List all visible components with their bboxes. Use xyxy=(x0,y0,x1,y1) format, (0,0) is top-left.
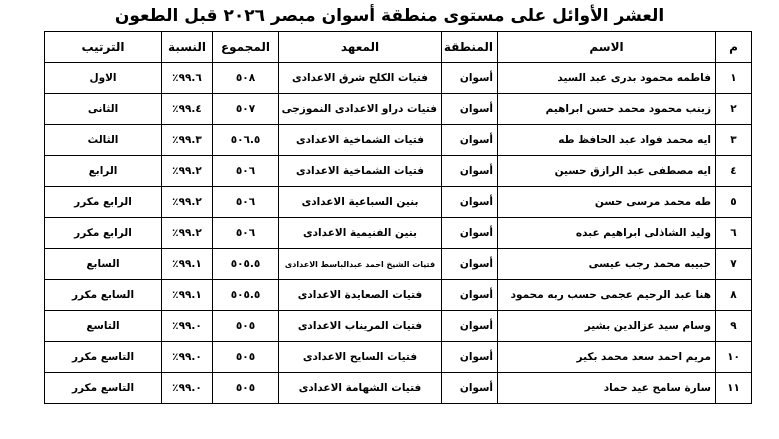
cell-total: ٥٠٥ xyxy=(213,311,279,342)
cell-percent: ٩٩.٦٪ xyxy=(162,63,213,94)
cell-institute: فتيات الصعايدة الاعدادى xyxy=(279,280,442,311)
cell-total: ٥٠٦ xyxy=(213,156,279,187)
cell-num: ٩ xyxy=(716,311,752,342)
cell-percent: ٩٩.٤٪ xyxy=(162,94,213,125)
cell-region: أسوان xyxy=(442,280,498,311)
cell-total: ٥٠٥ xyxy=(213,342,279,373)
results-table xyxy=(44,31,752,404)
cell-percent: ٩٩.٢٪ xyxy=(162,218,213,249)
cell-num: ٦ xyxy=(716,218,752,249)
cell-percent: ٩٩.٠٪ xyxy=(162,311,213,342)
cell-region: أسوان xyxy=(442,94,498,125)
table-row xyxy=(45,249,752,280)
cell-total: ٥٠٥.٥ xyxy=(213,249,279,280)
cell-region: أسوان xyxy=(442,218,498,249)
cell-name: وسام سيد عزالدين بشير xyxy=(498,311,716,342)
cell-num: ٨ xyxy=(716,280,752,311)
cell-name: هنا عبد الرحيم عجمى حسب ربه محمود xyxy=(498,280,716,311)
cell-rank: السابع xyxy=(45,249,162,280)
cell-num: ٣ xyxy=(716,125,752,156)
table-row xyxy=(45,342,752,373)
header-total: المجموع xyxy=(213,32,279,63)
cell-num: ٢ xyxy=(716,94,752,125)
table-row xyxy=(45,311,752,342)
cell-total: ٥٠٦.٥ xyxy=(213,125,279,156)
cell-percent: ٩٩.٠٪ xyxy=(162,342,213,373)
cell-rank: الثانى xyxy=(45,94,162,125)
cell-rank: التاسع مكرر xyxy=(45,373,162,404)
cell-rank: التاسع xyxy=(45,311,162,342)
cell-region: أسوان xyxy=(442,125,498,156)
cell-institute: فتيات الشهامة الاعدادى xyxy=(279,373,442,404)
cell-region: أسوان xyxy=(442,187,498,218)
cell-name: ايه مصطفى عبد الرازق حسين xyxy=(498,156,716,187)
cell-institute: بنين الفنيمية الاعدادى xyxy=(279,218,442,249)
cell-name: ايه محمد فواد عبد الحافظ طه xyxy=(498,125,716,156)
cell-rank: الرابع مكرر xyxy=(45,218,162,249)
cell-rank: الاول xyxy=(45,63,162,94)
cell-institute: فتيات السايح الاعدادى xyxy=(279,342,442,373)
cell-institute: فتيات الكلح شرق الاعدادى xyxy=(279,63,442,94)
cell-num: ٥ xyxy=(716,187,752,218)
cell-institute: فتيات الشماخية الاعدادى xyxy=(279,125,442,156)
cell-percent: ٩٩.٣٪ xyxy=(162,125,213,156)
cell-name: مريم احمد سعد محمد بكير xyxy=(498,342,716,373)
cell-institute: بنين السباعية الاعدادى xyxy=(279,187,442,218)
table-row xyxy=(45,63,752,94)
cell-region: أسوان xyxy=(442,342,498,373)
cell-region: أسوان xyxy=(442,63,498,94)
cell-rank: التاسع مكرر xyxy=(45,342,162,373)
table-row xyxy=(45,187,752,218)
cell-name: سارة سامح عيد حماد xyxy=(498,373,716,404)
cell-percent: ٩٩.٠٪ xyxy=(162,373,213,404)
cell-total: ٥٠٦ xyxy=(213,218,279,249)
cell-total: ٥٠٧ xyxy=(213,94,279,125)
header-name: الاسم xyxy=(498,32,716,63)
cell-institute: فتيات الشيخ احمد عبدالباسط الاعدادى xyxy=(279,249,442,280)
table-row xyxy=(45,373,752,404)
cell-num: ١١ xyxy=(716,373,752,404)
header-rank: الترتيب xyxy=(45,32,162,63)
cell-percent: ٩٩.١٪ xyxy=(162,249,213,280)
cell-institute: فتيات دراو الاعدادى النموزجى xyxy=(279,94,442,125)
table-row xyxy=(45,94,752,125)
header-num: م xyxy=(716,32,752,63)
cell-name: طه محمد مرسى حسن xyxy=(498,187,716,218)
cell-rank: الرابع مكرر xyxy=(45,187,162,218)
cell-total: ٥٠٥.٥ xyxy=(213,280,279,311)
header-institute: المعهد xyxy=(279,32,442,63)
cell-total: ٥٠٨ xyxy=(213,63,279,94)
cell-num: ١ xyxy=(716,63,752,94)
cell-name: وليد الشاذلى ابراهيم عبده xyxy=(498,218,716,249)
cell-name: حبيبه محمد رجب عيسى xyxy=(498,249,716,280)
cell-name: زينب محمود محمد حسن ابراهيم xyxy=(498,94,716,125)
cell-rank: السابع مكرر xyxy=(45,280,162,311)
cell-name: فاطمه محمود بدرى عبد السيد xyxy=(498,63,716,94)
page-title: العشر الأوائل على مستوى منطقة أسوان مبصر ٢٠٢٦ قبل الطعون xyxy=(114,6,665,26)
cell-total: ٥٠٦ xyxy=(213,187,279,218)
cell-rank: الرابع xyxy=(45,156,162,187)
table-row xyxy=(45,125,752,156)
cell-num: ٧ xyxy=(716,249,752,280)
table-row xyxy=(45,218,752,249)
cell-institute: فتيات الشماخية الاعدادى xyxy=(279,156,442,187)
cell-region: أسوان xyxy=(442,249,498,280)
table-row xyxy=(45,280,752,311)
header-region: المنطقة xyxy=(442,32,498,63)
header-percent: النسبة xyxy=(162,32,213,63)
cell-total: ٥٠٥ xyxy=(213,373,279,404)
cell-percent: ٩٩.٢٪ xyxy=(162,156,213,187)
cell-region: أسوان xyxy=(442,156,498,187)
cell-percent: ٩٩.٢٪ xyxy=(162,187,213,218)
cell-institute: فتيات المريناب الاعدادى xyxy=(279,311,442,342)
cell-num: ٤ xyxy=(716,156,752,187)
cell-rank: الثالث xyxy=(45,125,162,156)
header-row xyxy=(45,32,752,63)
cell-percent: ٩٩.١٪ xyxy=(162,280,213,311)
cell-region: أسوان xyxy=(442,373,498,404)
table-row xyxy=(45,156,752,187)
cell-num: ١٠ xyxy=(716,342,752,373)
cell-region: أسوان xyxy=(442,311,498,342)
